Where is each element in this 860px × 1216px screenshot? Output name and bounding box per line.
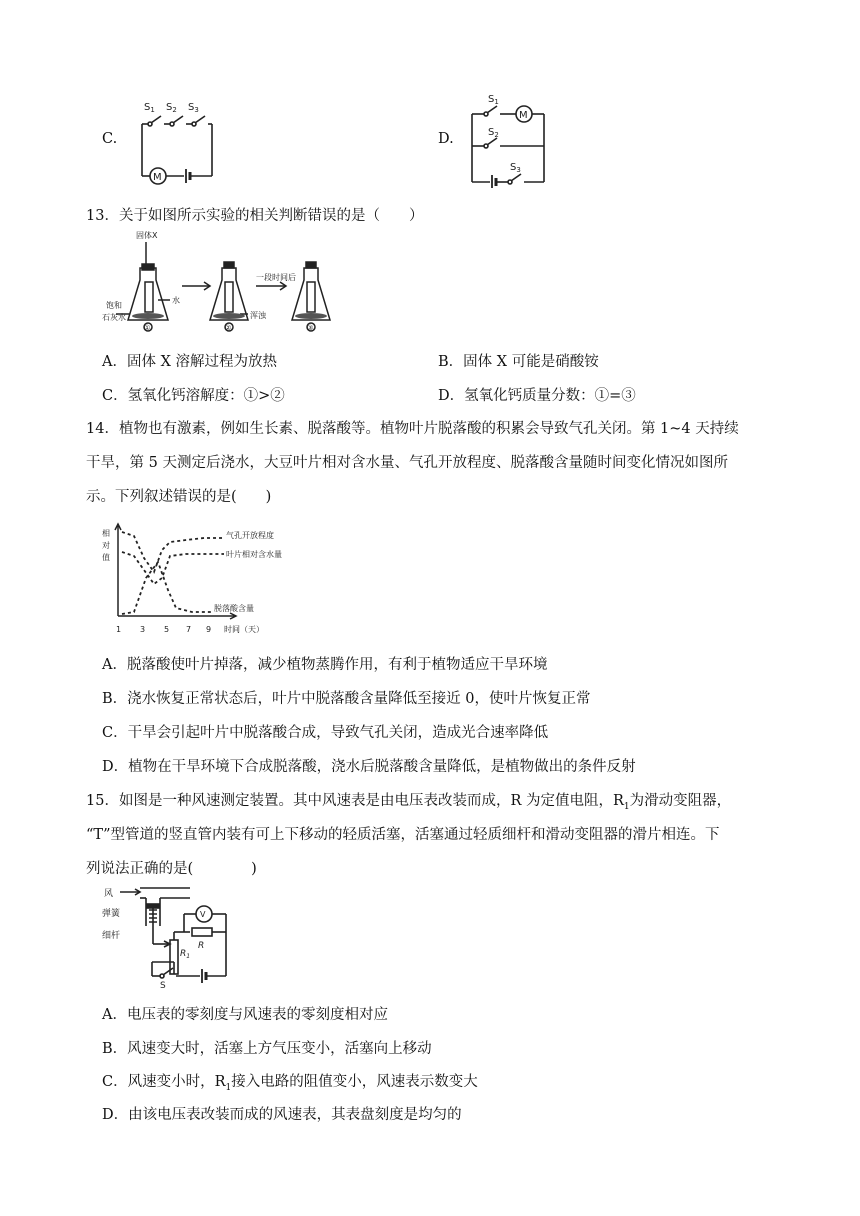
option-d-label: D.: [438, 131, 454, 147]
spring-label: 弹簧: [102, 909, 121, 919]
q13-option-c: C．氢氧化钙溶解度：①>②: [102, 388, 285, 404]
x-tick-3: 3: [140, 625, 146, 634]
voltmeter-label: V: [200, 910, 206, 919]
resistor-r1-label: R: [180, 949, 187, 959]
switch-s-label: S: [160, 981, 166, 990]
motor-label-d: M: [519, 110, 528, 121]
svg-text:S3: $S_3$: [510, 162, 521, 174]
question-14-line-1: 14．植物也有激素，例如生长素、脱落酸等。植物叶片脱落酸的积累会导致气孔关闭。第 1~4 天持续: [86, 421, 739, 437]
rod-label: 细杆: [102, 931, 121, 941]
q15-option-a: A．电压表的零刻度与风速表的零刻度相对应: [102, 1007, 388, 1023]
question-13-stem: 13．关于如图所示实验的相关判断错误的是（ ）: [86, 208, 424, 224]
wind-speed-circuit-figure: [100, 884, 240, 990]
water-series: [122, 552, 224, 584]
y-axis-label-1: 相: [102, 529, 110, 538]
after-a-while-label: 一段时间后: [256, 273, 296, 282]
q14-option-c: C．干旱会引起叶片中脱落酸合成，导致气孔关闭，造成光合速率降低: [102, 725, 549, 741]
x-tick-7: 7: [186, 625, 192, 634]
q14-option-b: B．浇水恢复正常状态后，叶片中脱落酸含量降低至接近 0，使叶片恢复正常: [102, 691, 591, 707]
legend-stomata: 气孔开放程度: [226, 531, 274, 540]
svg-text:②: ②: [225, 324, 232, 332]
svg-text:S3: $S_3$: [188, 102, 199, 114]
stomata-series: [122, 532, 224, 572]
circuit-figure-d: [464, 92, 554, 188]
question-15-line-3: 列说法正确的是( ): [86, 861, 257, 877]
svg-text:S2: $S_2$: [166, 102, 177, 114]
svg-text:S1: $S_1$: [144, 102, 155, 114]
question-15-line-2: “T”型管道的竖直管内装有可上下移动的轻质活塞，活塞通过轻质细杆和滑动变阻器的滑片相连。下: [86, 827, 720, 843]
x-tick-5: 5: [164, 625, 170, 634]
q13-option-b: B．固体 X 可能是硝酸铵: [438, 354, 599, 370]
q14-option-d: D．植物在干旱环境下合成脱落酸，浇水后脱落酸含量降低，是植物做出的条件反射: [102, 759, 636, 775]
svg-text:R1: $R_1$: [180, 949, 191, 960]
question-15-line-1: 15．如图是一种风速测定装置。其中风速表是由电压表改装而成，R 为定值电阻，$R_1$为滑动变阻器，: [86, 793, 732, 812]
x-tick-1: 1: [116, 625, 122, 634]
q13-option-d: D．氢氧化钙质量分数：①=③: [438, 388, 636, 404]
resistor-r-label: R: [198, 941, 205, 951]
water-label: 水: [172, 296, 180, 305]
question-14-line-3: 示。下列叙述错误的是( ): [86, 489, 272, 505]
drought-line-graph: [96, 516, 286, 640]
option-c-label: C.: [102, 131, 118, 147]
q15-option-d: D．由该电压表改装而成的风速表，其表盘刻度是均匀的: [102, 1107, 462, 1123]
wind-label: 风: [104, 889, 114, 899]
experiment-figure: [100, 228, 340, 340]
legend-water: 叶片相对含水量: [226, 550, 282, 559]
circuit-figure-c: [128, 96, 224, 188]
x-axis-label: 时间（天）: [224, 625, 264, 634]
x-tick-9: 9: [206, 625, 212, 634]
solid-x-label: 固体X: [136, 231, 158, 240]
turbid-label: 浑浊: [250, 311, 266, 320]
motor-label-c: M: [153, 172, 162, 183]
aba-series: [122, 562, 212, 614]
q15-option-c: C．风速变小时，$R_1$接入电路的阻值变小，风速表示数变大: [102, 1074, 478, 1093]
svg-text:S2: $S_2$: [488, 127, 499, 139]
svg-text:值: 值: [102, 553, 110, 562]
q14-option-a: A．脱落酸使叶片掉落，减少植物蒸腾作用，有利于植物适应干旱环境: [102, 657, 548, 673]
svg-text:对: 对: [102, 541, 110, 550]
q13-option-a: A．固体 X 溶解过程为放热: [102, 354, 278, 370]
question-14-line-2: 干旱，第 5 天测定后浇水，大豆叶片相对含水量、气孔开放程度、脱落酸含量随时间变化情况如图所: [86, 455, 728, 471]
q15-option-b: B．风速变大时，活塞上方气压变小，活塞向上移动: [102, 1041, 432, 1057]
svg-text:①: ①: [144, 324, 151, 332]
saturated-label: 饱和: [106, 301, 122, 310]
svg-text:③: ③: [307, 324, 314, 332]
svg-text:S1: $S_1$: [488, 94, 499, 106]
limewater-label: 石灰水: [102, 313, 126, 322]
legend-aba: 脱落酸含量: [214, 604, 254, 613]
